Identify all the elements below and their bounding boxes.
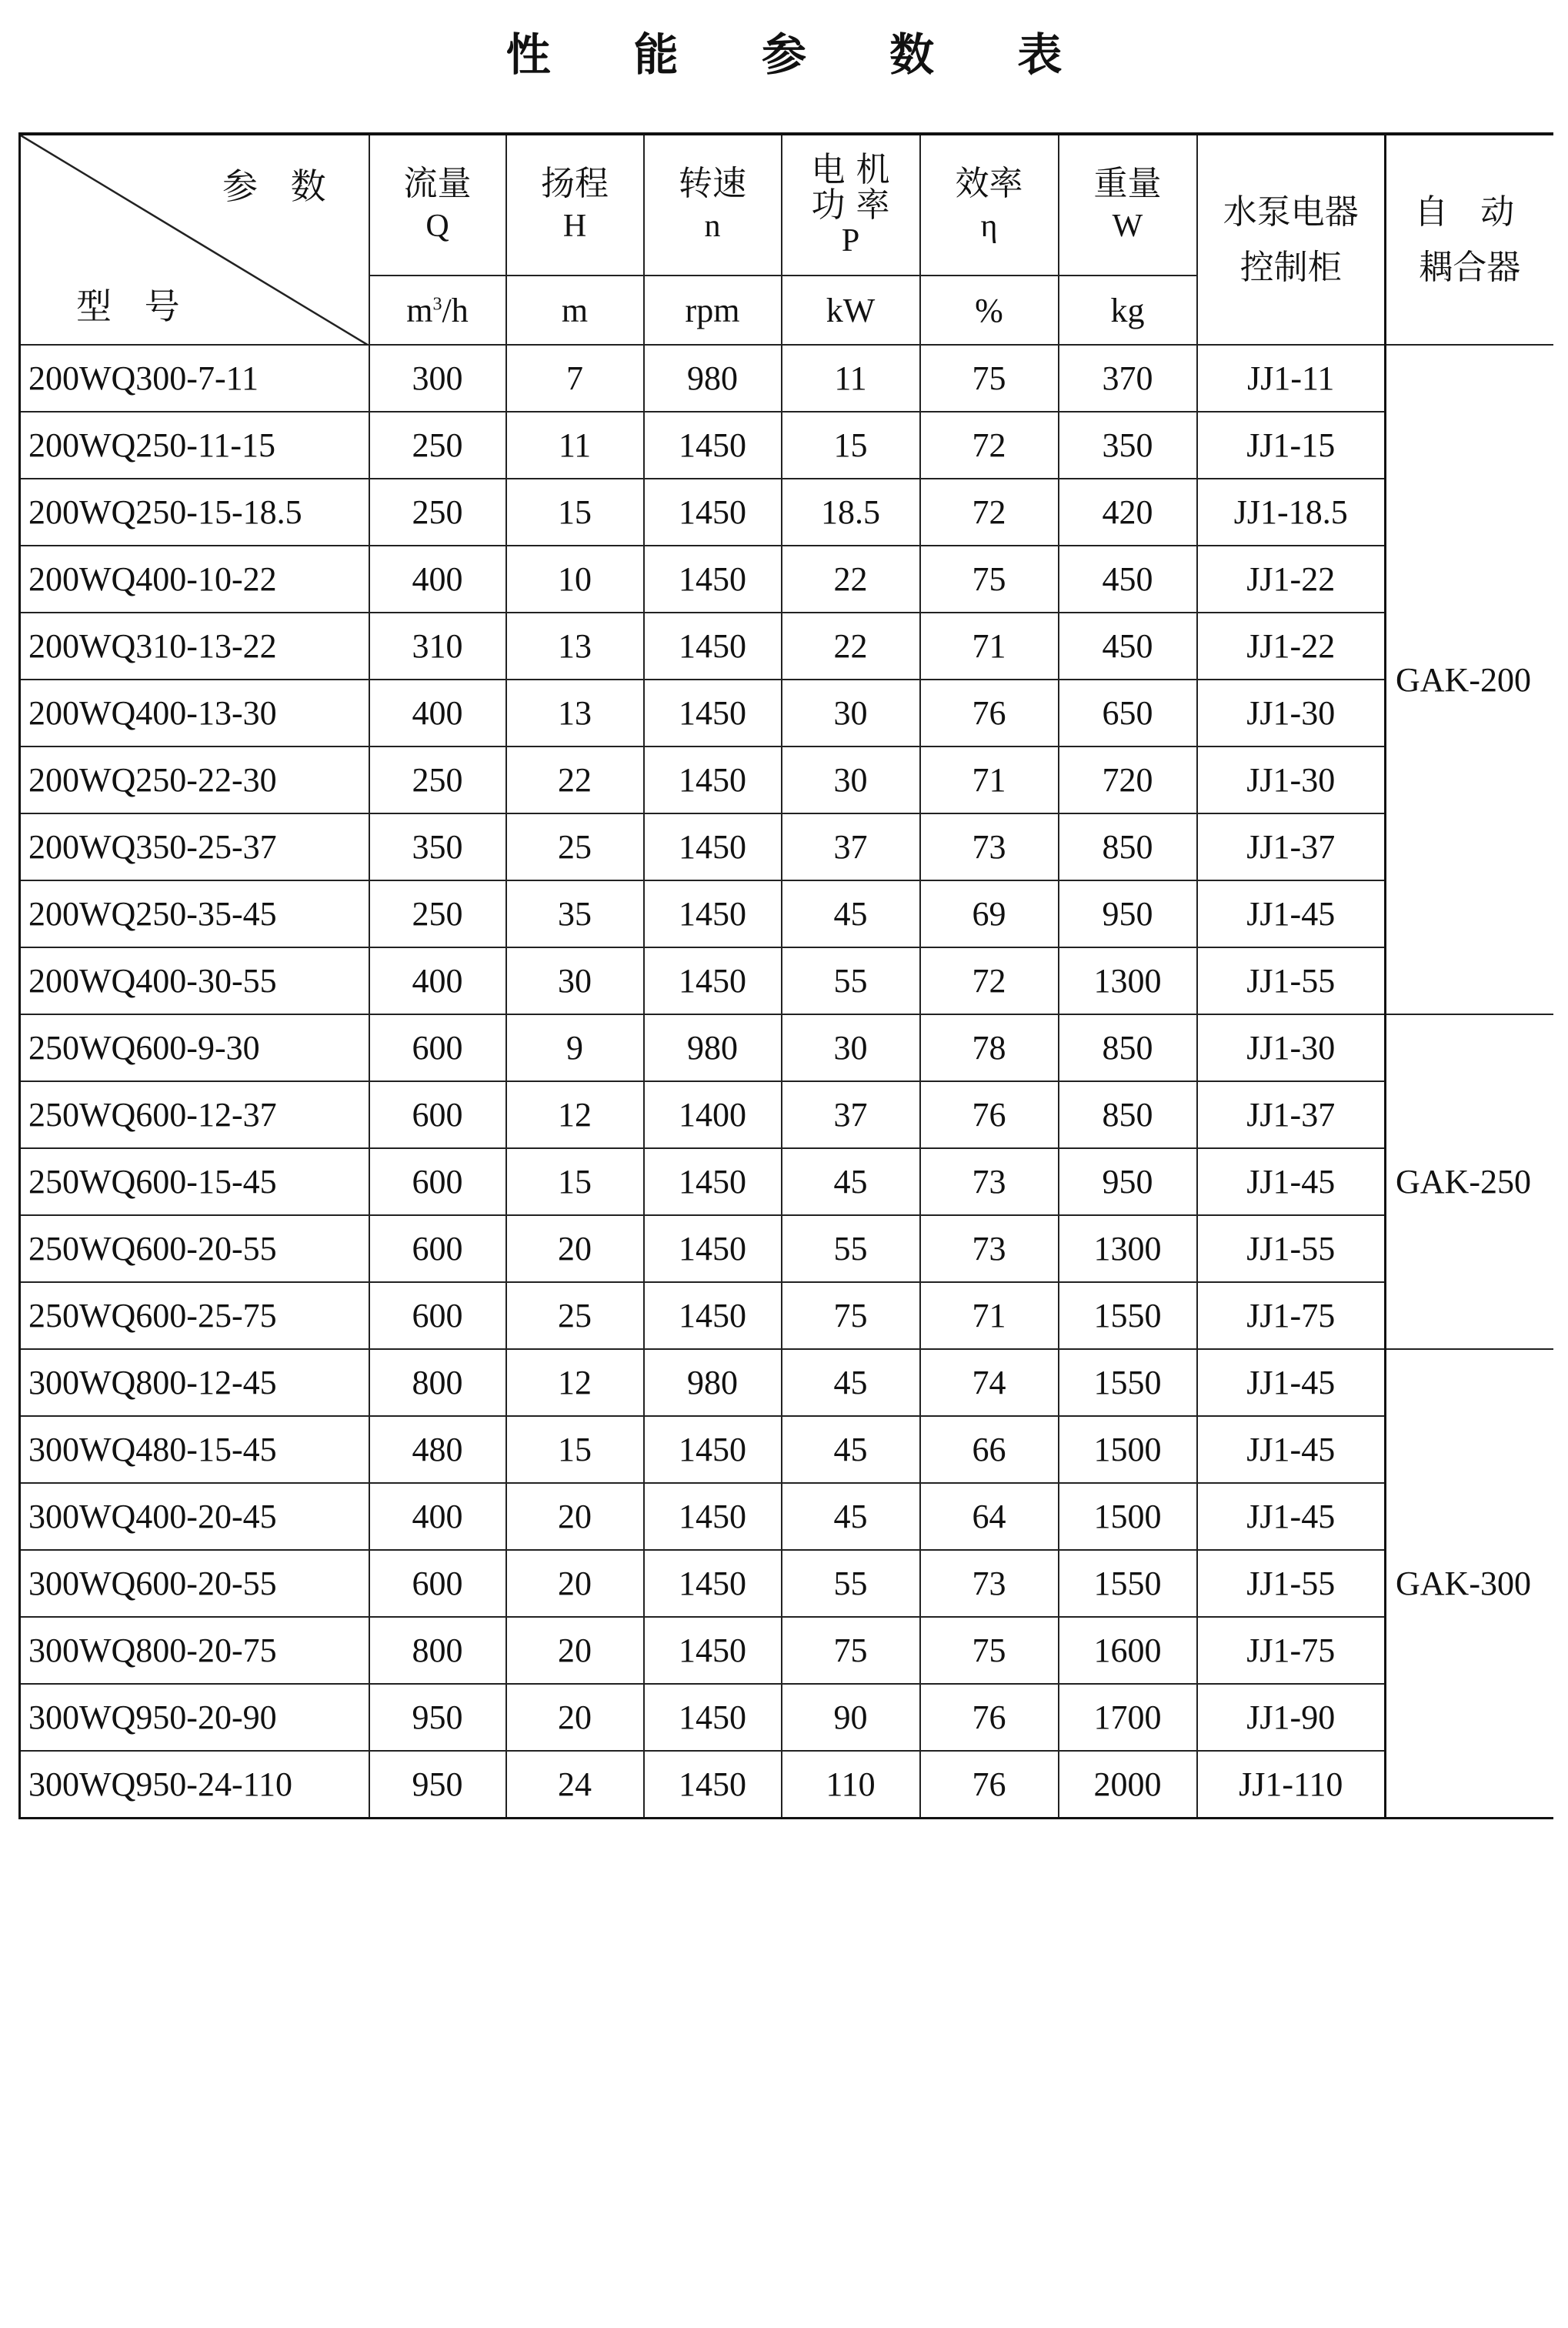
cell-power: 55 xyxy=(782,1550,920,1617)
cell-speed: 1450 xyxy=(644,680,782,746)
table-row xyxy=(20,1416,1553,1483)
cell-model: 250WQ600-20-55 xyxy=(20,1215,369,1282)
cell-efficiency: 72 xyxy=(920,947,1059,1014)
cell-cabinet: JJ1-75 xyxy=(1197,1617,1386,1684)
table-row xyxy=(20,1751,1553,1818)
cell-power: 30 xyxy=(782,746,920,813)
header-efficiency-symbol: η xyxy=(980,208,998,244)
cell-speed: 1450 xyxy=(644,479,782,546)
cell-flow: 250 xyxy=(369,880,506,947)
header-weight-symbol: W xyxy=(1112,208,1143,244)
cell-flow: 480 xyxy=(369,1416,506,1483)
cell-model: 250WQ600-15-45 xyxy=(20,1148,369,1215)
cell-head: 30 xyxy=(506,947,644,1014)
cell-head: 20 xyxy=(506,1617,644,1684)
cell-flow: 600 xyxy=(369,1282,506,1349)
cell-speed: 1450 xyxy=(644,1483,782,1550)
cell-efficiency: 72 xyxy=(920,412,1059,479)
table-row xyxy=(20,746,1553,813)
table-row xyxy=(20,1014,1553,1081)
cell-flow: 800 xyxy=(369,1617,506,1684)
cell-weight: 450 xyxy=(1059,613,1197,680)
table-row xyxy=(20,947,1553,1014)
table-row xyxy=(20,412,1553,479)
cell-power: 55 xyxy=(782,1215,920,1282)
cell-flow: 400 xyxy=(369,947,506,1014)
table-row xyxy=(20,1617,1553,1684)
cell-speed: 1450 xyxy=(644,880,782,947)
cell-flow: 800 xyxy=(369,1349,506,1416)
cell-model: 300WQ400-20-45 xyxy=(20,1483,369,1550)
cell-cabinet: JJ1-45 xyxy=(1197,1349,1386,1416)
cell-speed: 1450 xyxy=(644,1416,782,1483)
cell-power: 37 xyxy=(782,1081,920,1148)
cell-power: 110 xyxy=(782,1751,920,1818)
cell-model: 200WQ250-15-18.5 xyxy=(20,479,369,546)
cell-efficiency: 73 xyxy=(920,1148,1059,1215)
unit-head: m xyxy=(506,276,644,345)
cell-cabinet: JJ1-55 xyxy=(1197,1550,1386,1617)
cell-efficiency: 71 xyxy=(920,746,1059,813)
cell-weight: 1300 xyxy=(1059,1215,1197,1282)
table-row xyxy=(20,1684,1553,1751)
header-flow-symbol: Q xyxy=(425,208,449,244)
cell-weight: 1300 xyxy=(1059,947,1197,1014)
cell-speed: 1400 xyxy=(644,1081,782,1148)
cell-cabinet: JJ1-55 xyxy=(1197,1215,1386,1282)
cell-weight: 370 xyxy=(1059,345,1197,412)
cell-weight: 650 xyxy=(1059,680,1197,746)
cell-head: 25 xyxy=(506,1282,644,1349)
cell-speed: 1450 xyxy=(644,1148,782,1215)
cell-head: 25 xyxy=(506,813,644,880)
cell-speed: 1450 xyxy=(644,813,782,880)
cell-weight: 2000 xyxy=(1059,1751,1197,1818)
cell-head: 12 xyxy=(506,1081,644,1148)
header-row-main xyxy=(20,134,1553,276)
cell-weight: 950 xyxy=(1059,880,1197,947)
cell-efficiency: 75 xyxy=(920,546,1059,613)
header-cabinet-line1: 水泵电器 xyxy=(1223,192,1359,232)
cell-efficiency: 69 xyxy=(920,880,1059,947)
cell-cabinet: JJ1-37 xyxy=(1197,1081,1386,1148)
table-row xyxy=(20,1215,1553,1282)
cell-flow: 300 xyxy=(369,345,506,412)
cell-cabinet: JJ1-45 xyxy=(1197,1416,1386,1483)
cell-coupler-group: GAK-200 xyxy=(1386,345,1553,1014)
cell-efficiency: 76 xyxy=(920,1081,1059,1148)
table-row xyxy=(20,546,1553,613)
cell-weight: 1550 xyxy=(1059,1550,1197,1617)
cell-speed: 1450 xyxy=(644,947,782,1014)
performance-table xyxy=(18,132,1553,1819)
cell-cabinet: JJ1-90 xyxy=(1197,1684,1386,1751)
cell-flow: 600 xyxy=(369,1014,506,1081)
cell-weight: 850 xyxy=(1059,813,1197,880)
cell-power: 15 xyxy=(782,412,920,479)
cell-efficiency: 75 xyxy=(920,1617,1059,1684)
cell-efficiency: 76 xyxy=(920,680,1059,746)
cell-head: 20 xyxy=(506,1215,644,1282)
header-speed-symbol: n xyxy=(704,208,721,244)
cell-head: 22 xyxy=(506,746,644,813)
cell-model: 250WQ600-9-30 xyxy=(20,1014,369,1081)
header-power-name-line2: 功 率 xyxy=(811,185,890,225)
cell-speed: 1450 xyxy=(644,1282,782,1349)
cell-power: 18.5 xyxy=(782,479,920,546)
cell-speed: 1450 xyxy=(644,1751,782,1818)
header-cabinet-line2: 控制柜 xyxy=(1239,247,1342,287)
table-row xyxy=(20,1081,1553,1148)
cell-speed: 1450 xyxy=(644,1550,782,1617)
corner-label-model: 型 号 xyxy=(76,286,191,327)
cell-efficiency: 73 xyxy=(920,1550,1059,1617)
cell-power: 30 xyxy=(782,1014,920,1081)
cell-power: 75 xyxy=(782,1282,920,1349)
cell-power: 45 xyxy=(782,1483,920,1550)
cell-efficiency: 74 xyxy=(920,1349,1059,1416)
cell-power: 30 xyxy=(782,680,920,746)
table-row xyxy=(20,1349,1553,1416)
cell-cabinet: JJ1-110 xyxy=(1197,1751,1386,1818)
cell-cabinet: JJ1-45 xyxy=(1197,1483,1386,1550)
unit-power: kW xyxy=(782,276,920,345)
cell-model: 300WQ950-24-110 xyxy=(20,1751,369,1818)
cell-model: 200WQ250-11-15 xyxy=(20,412,369,479)
table-row xyxy=(20,1483,1553,1550)
header-head-name: 扬程 xyxy=(541,163,609,203)
cell-speed: 1450 xyxy=(644,1684,782,1751)
cell-power: 45 xyxy=(782,1416,920,1483)
cell-speed: 1450 xyxy=(644,1617,782,1684)
cell-weight: 1600 xyxy=(1059,1617,1197,1684)
cell-model: 300WQ480-15-45 xyxy=(20,1416,369,1483)
table-row xyxy=(20,680,1553,746)
unit-flow-sup: 3 xyxy=(432,293,442,314)
cell-power: 22 xyxy=(782,546,920,613)
header-efficiency-name: 效率 xyxy=(955,163,1023,203)
cell-weight: 720 xyxy=(1059,746,1197,813)
cell-weight: 420 xyxy=(1059,479,1197,546)
cell-efficiency: 78 xyxy=(920,1014,1059,1081)
table-row xyxy=(20,1282,1553,1349)
cell-power: 37 xyxy=(782,813,920,880)
cell-efficiency: 76 xyxy=(920,1684,1059,1751)
unit-speed: rpm xyxy=(644,276,782,345)
cell-flow: 400 xyxy=(369,546,506,613)
cell-cabinet: JJ1-30 xyxy=(1197,1014,1386,1081)
table-row xyxy=(20,1148,1553,1215)
cell-weight: 1500 xyxy=(1059,1416,1197,1483)
cell-flow: 400 xyxy=(369,680,506,746)
cell-head: 20 xyxy=(506,1483,644,1550)
table-row xyxy=(20,479,1553,546)
cell-efficiency: 75 xyxy=(920,345,1059,412)
header-coupler xyxy=(1386,134,1553,345)
cell-weight: 450 xyxy=(1059,546,1197,613)
cell-flow: 250 xyxy=(369,479,506,546)
table-row xyxy=(20,880,1553,947)
cell-head: 13 xyxy=(506,680,644,746)
unit-flow xyxy=(369,276,506,345)
cell-speed: 1450 xyxy=(644,546,782,613)
header-coupler-line1: 自 动 xyxy=(1414,192,1526,232)
cell-flow: 950 xyxy=(369,1751,506,1818)
cell-speed: 980 xyxy=(644,1014,782,1081)
cell-cabinet: JJ1-45 xyxy=(1197,1148,1386,1215)
header-head-symbol: H xyxy=(562,208,587,244)
cell-head: 15 xyxy=(506,1148,644,1215)
cell-efficiency: 72 xyxy=(920,479,1059,546)
cell-weight: 350 xyxy=(1059,412,1197,479)
cell-cabinet: JJ1-30 xyxy=(1197,746,1386,813)
cell-coupler-group: GAK-250 xyxy=(1386,1014,1553,1349)
cell-weight: 950 xyxy=(1059,1148,1197,1215)
cell-weight: 850 xyxy=(1059,1014,1197,1081)
cell-power: 45 xyxy=(782,880,920,947)
cell-model: 300WQ950-20-90 xyxy=(20,1684,369,1751)
cell-flow: 400 xyxy=(369,1483,506,1550)
header-flow xyxy=(369,134,506,276)
cell-cabinet: JJ1-45 xyxy=(1197,880,1386,947)
cell-speed: 1450 xyxy=(644,1215,782,1282)
header-efficiency xyxy=(920,134,1059,276)
cell-head: 10 xyxy=(506,546,644,613)
cell-cabinet: JJ1-11 xyxy=(1197,345,1386,412)
cell-head: 11 xyxy=(506,412,644,479)
corner-header-cell xyxy=(20,134,369,345)
cell-model: 200WQ310-13-22 xyxy=(20,613,369,680)
cell-flow: 600 xyxy=(369,1550,506,1617)
cell-model: 200WQ350-25-37 xyxy=(20,813,369,880)
cell-cabinet: JJ1-18.5 xyxy=(1197,479,1386,546)
cell-weight: 1550 xyxy=(1059,1282,1197,1349)
unit-flow-rest: /h xyxy=(442,291,469,329)
cell-flow: 600 xyxy=(369,1215,506,1282)
cell-flow: 350 xyxy=(369,813,506,880)
cell-head: 20 xyxy=(506,1550,644,1617)
cell-model: 200WQ400-10-22 xyxy=(20,546,369,613)
cell-cabinet: JJ1-22 xyxy=(1197,546,1386,613)
cell-cabinet: JJ1-30 xyxy=(1197,680,1386,746)
cell-efficiency: 76 xyxy=(920,1751,1059,1818)
table-row xyxy=(20,345,1553,412)
cell-speed: 1450 xyxy=(644,613,782,680)
cell-power: 45 xyxy=(782,1349,920,1416)
table-row xyxy=(20,813,1553,880)
cell-head: 35 xyxy=(506,880,644,947)
cell-head: 13 xyxy=(506,613,644,680)
cell-efficiency: 71 xyxy=(920,613,1059,680)
cell-speed: 1450 xyxy=(644,746,782,813)
header-weight xyxy=(1059,134,1197,276)
cell-cabinet: JJ1-15 xyxy=(1197,412,1386,479)
header-speed xyxy=(644,134,782,276)
cell-coupler-group: GAK-300 xyxy=(1386,1349,1553,1818)
cell-model: 300WQ800-20-75 xyxy=(20,1617,369,1684)
unit-flow-base: m xyxy=(406,291,433,329)
cell-cabinet: JJ1-37 xyxy=(1197,813,1386,880)
cell-flow: 600 xyxy=(369,1148,506,1215)
header-power-symbol: P xyxy=(841,222,860,259)
unit-weight: kg xyxy=(1059,276,1197,345)
header-cabinet xyxy=(1197,134,1386,345)
cell-speed: 980 xyxy=(644,1349,782,1416)
cell-weight: 1550 xyxy=(1059,1349,1197,1416)
cell-power: 55 xyxy=(782,947,920,1014)
cell-efficiency: 66 xyxy=(920,1416,1059,1483)
cell-flow: 600 xyxy=(369,1081,506,1148)
cell-flow: 250 xyxy=(369,746,506,813)
cell-head: 24 xyxy=(506,1751,644,1818)
cell-head: 9 xyxy=(506,1014,644,1081)
cell-model: 250WQ600-12-37 xyxy=(20,1081,369,1148)
page-title: 性 能 参 数 表 xyxy=(505,28,1096,81)
header-weight-name: 重量 xyxy=(1093,163,1162,203)
cell-head: 12 xyxy=(506,1349,644,1416)
cell-cabinet: JJ1-75 xyxy=(1197,1282,1386,1349)
cell-efficiency: 64 xyxy=(920,1483,1059,1550)
header-coupler-line2: 耦合器 xyxy=(1419,247,1521,287)
table-row xyxy=(20,1550,1553,1617)
cell-power: 90 xyxy=(782,1684,920,1751)
cell-power: 22 xyxy=(782,613,920,680)
cell-speed: 980 xyxy=(644,345,782,412)
cell-model: 200WQ250-22-30 xyxy=(20,746,369,813)
cell-model: 200WQ300-7-11 xyxy=(20,345,369,412)
cell-model: 300WQ600-20-55 xyxy=(20,1550,369,1617)
cell-efficiency: 71 xyxy=(920,1282,1059,1349)
cell-weight: 1500 xyxy=(1059,1483,1197,1550)
cell-head: 15 xyxy=(506,479,644,546)
cell-model: 200WQ400-13-30 xyxy=(20,680,369,746)
cell-power: 75 xyxy=(782,1617,920,1684)
header-flow-name: 流量 xyxy=(403,163,472,203)
cell-head: 20 xyxy=(506,1684,644,1751)
cell-flow: 950 xyxy=(369,1684,506,1751)
cell-power: 11 xyxy=(782,345,920,412)
table-row xyxy=(20,613,1553,680)
cell-model: 250WQ600-25-75 xyxy=(20,1282,369,1349)
cell-head: 15 xyxy=(506,1416,644,1483)
cell-efficiency: 73 xyxy=(920,813,1059,880)
cell-cabinet: JJ1-55 xyxy=(1197,947,1386,1014)
corner-label-params: 参 数 xyxy=(222,165,337,207)
cell-power: 45 xyxy=(782,1148,920,1215)
cell-weight: 850 xyxy=(1059,1081,1197,1148)
header-power xyxy=(782,134,920,276)
header-speed-name: 转速 xyxy=(679,163,746,203)
cell-cabinet: JJ1-22 xyxy=(1197,613,1386,680)
header-head xyxy=(506,134,644,276)
cell-flow: 310 xyxy=(369,613,506,680)
cell-model: 300WQ800-12-45 xyxy=(20,1349,369,1416)
header-power-name-line1: 电 机 xyxy=(811,149,890,189)
cell-model: 200WQ400-30-55 xyxy=(20,947,369,1014)
cell-flow: 250 xyxy=(369,412,506,479)
cell-head: 7 xyxy=(506,345,644,412)
unit-efficiency: % xyxy=(920,276,1059,345)
cell-efficiency: 73 xyxy=(920,1215,1059,1282)
cell-weight: 1700 xyxy=(1059,1684,1197,1751)
cell-speed: 1450 xyxy=(644,412,782,479)
cell-model: 200WQ250-35-45 xyxy=(20,880,369,947)
